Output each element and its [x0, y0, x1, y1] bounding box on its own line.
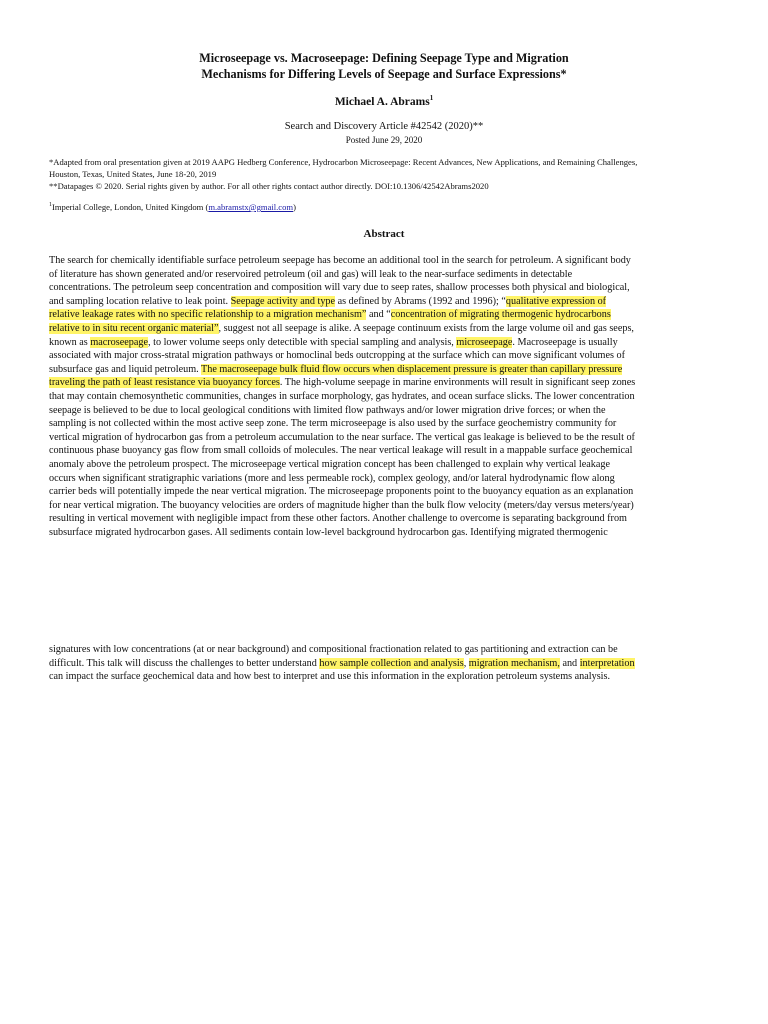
affiliation-close: ) — [293, 202, 296, 212]
text-span: and “ — [366, 309, 391, 321]
text-line — [49, 643, 729, 657]
title-line-2: Mechanisms for Differing Levels of Seepage and Surface Expressions* — [201, 67, 567, 81]
text-span: concentrations. The petroleum seep concentration and composition will vary due to seep rates, shallow processes both physical and biological, — [49, 282, 630, 294]
text-line — [49, 417, 729, 431]
abstract-heading: Abstract — [363, 228, 405, 240]
text-span: vertical migration of hydrocarbon gas from a petroleum accumulation to the near surface. The vertical gas leakage is believed to be the result of — [49, 431, 635, 443]
text-line — [49, 512, 729, 526]
text-span: difficult. This talk will discuss the challenges to better understand — [49, 657, 320, 669]
text-span: . Macroseepage is usually — [512, 336, 618, 348]
text-line — [49, 336, 729, 350]
text-span: as defined by Abrams (1992 and 1996); “ — [335, 295, 506, 307]
highlighted-text: concentration of migrating thermogenic hydrocarbons — [390, 309, 611, 321]
text-line — [49, 308, 729, 322]
text-span: , — [463, 657, 469, 669]
highlighted-text: relative to in situ recent organic material” — [49, 322, 219, 334]
highlighted-text: interpretation — [579, 657, 635, 669]
abstract-paragraph-part-2 — [49, 643, 729, 684]
email-link[interactable]: m.abramstx@gmail.com — [208, 202, 294, 212]
text-span: and sampling location relative to leak point. — [49, 295, 231, 307]
text-line — [49, 281, 729, 295]
highlighted-text: The macroseepage bulk fluid flow occurs when displacement pressure is greater than capillary pressure — [201, 363, 623, 375]
text-line — [49, 657, 729, 671]
text-line — [49, 363, 729, 377]
title-line-1: Microseepage vs. Macroseepage: Defining Seepage Type and Migration — [199, 51, 569, 65]
author — [0, 94, 768, 108]
text-span: subsurface migrated hydrocarbon gases. All sediments contain low-level background hydrocarbon gas. Identifying migrated thermogenic — [49, 526, 608, 538]
author-name: Michael A. Abrams — [334, 95, 430, 108]
highlighted-text: migration mechanism, — [468, 657, 560, 669]
footnotes — [49, 156, 729, 192]
highlighted-text: qualitative expression of — [505, 295, 607, 307]
highlighted-text: relative leakage rates with no specific relationship to a migration mechanism” — [49, 309, 367, 321]
note-line-3: **Datapages © 2020. Serial rights given by author. For all other rights contact author directly. DOI:10.1306/42542Abrams2020 — [49, 181, 489, 191]
text-span: , to lower volume seeps only detectible with special sampling and analysis, — [148, 336, 457, 348]
note-line-1: *Adapted from oral presentation given at 2019 AAPG Hedberg Conference, Hydrocarbon Microseepage: Recent Advances, New Applications, and Remaining Challenges, — [49, 157, 638, 167]
text-line — [49, 376, 729, 390]
text-span: subsurface gas and liquid petroleum. — [49, 363, 202, 375]
text-span: , suggest not all seepage is alike. A seepage continuum exists from the large volume oil and gas seeps, — [218, 322, 634, 334]
highlighted-text: macroseepage — [90, 336, 149, 348]
highlighted-text: traveling the path of least resistance via buoyancy forces — [49, 377, 280, 389]
abstract-paragraph-part-1 — [49, 254, 729, 539]
text-span: associated with major cross-stratal migration pathways or homoclinal beds outcropping at the surface which can move significant volumes of — [49, 350, 626, 362]
text-span: and — [559, 657, 580, 669]
text-line — [49, 390, 729, 404]
text-line — [49, 268, 729, 282]
text-span: can impact the surface geochemical data and how best to interpret and use this information in the exploration petroleum systems analysis. — [49, 671, 610, 683]
affiliation-text: Imperial College, London, United Kingdom ( — [52, 202, 209, 212]
text-span: continuous phase buoyancy gas flow from small colloids of molecules. The near vertical leakage will result in a mappable surface geochemical — [49, 445, 633, 457]
text-line — [49, 254, 729, 268]
highlighted-text: how sample collection and analysis — [319, 657, 464, 669]
highlighted-text: microseepage — [456, 336, 513, 348]
text-line — [49, 670, 729, 684]
author-superscript: 1 — [429, 94, 434, 102]
text-span: seepage is believed to be due to local geological conditions with limited flow pathways and/or lower migration drive forces; or when the — [49, 404, 606, 416]
affiliation-superscript: 1 — [49, 202, 52, 209]
paper-title — [0, 50, 768, 82]
article-label: Search and Discovery Article #42542 (2020)** — [284, 121, 484, 132]
text-line — [49, 431, 729, 445]
text-line — [49, 472, 729, 486]
text-line — [49, 485, 729, 499]
text-line — [49, 444, 729, 458]
text-span: anomaly above the petroleum prospect. The microseepage vertical migration concept has been challenged to explain why vertical leakage — [49, 458, 611, 470]
text-line — [49, 404, 729, 418]
text-span: occurs when significant stratigraphic variations (more and less permeable rock), complex geology, and/or lateral hydrodynamic flow along — [49, 472, 615, 484]
text-span: for near vertical migration. The buoyancy velocities are orders of magnitude higher than the bulk flow velocity (meters/day versus meters/year) — [49, 499, 634, 511]
text-span: of literature has shown generated and/or reservoired petroleum (oil and gas) will leak to the near-surface sediments in detectable — [49, 268, 573, 280]
text-line — [49, 458, 729, 472]
text-span: resulting in vertical movement with negligible impact from these other factors. Another challenge to overcome is separating background from — [49, 513, 627, 525]
highlighted-text: Seepage activity and type — [230, 295, 336, 307]
text-span: The search for chemically identifiable surface petroleum seepage has become an additional tool in the search for petroleum. A significant body — [49, 255, 631, 266]
text-line — [49, 499, 729, 513]
text-line — [49, 295, 729, 309]
text-line — [49, 349, 729, 363]
text-span: signatures with low concentrations (at or near background) and compositional fractionation related to gas partitioning and extraction can be — [49, 644, 618, 655]
text-span: sampling is not collected within the most active seep zone. The term microseepage is also used by the surface geochemistry community for — [49, 418, 617, 430]
text-span: carrier beds will potentially impede the near vertical migration. The microseepage proponents point to the buoyancy equation as an explanation — [49, 486, 634, 498]
text-line — [49, 526, 729, 540]
text-span: known as — [49, 336, 91, 348]
posted-date: Posted June 29, 2020 — [345, 135, 423, 145]
note-line-2: Houston, Texas, United States, June 18-20, 2019 — [49, 169, 217, 179]
text-line — [49, 322, 729, 336]
text-span: . The high-volume seepage in marine environments will result in significant seep zones — [279, 377, 636, 389]
text-span: that may contain chemosynthetic communities, changes in surface morphology, gas hydrates, and ocean surface slicks. The lower concentration — [49, 390, 635, 402]
affiliation — [49, 202, 296, 212]
